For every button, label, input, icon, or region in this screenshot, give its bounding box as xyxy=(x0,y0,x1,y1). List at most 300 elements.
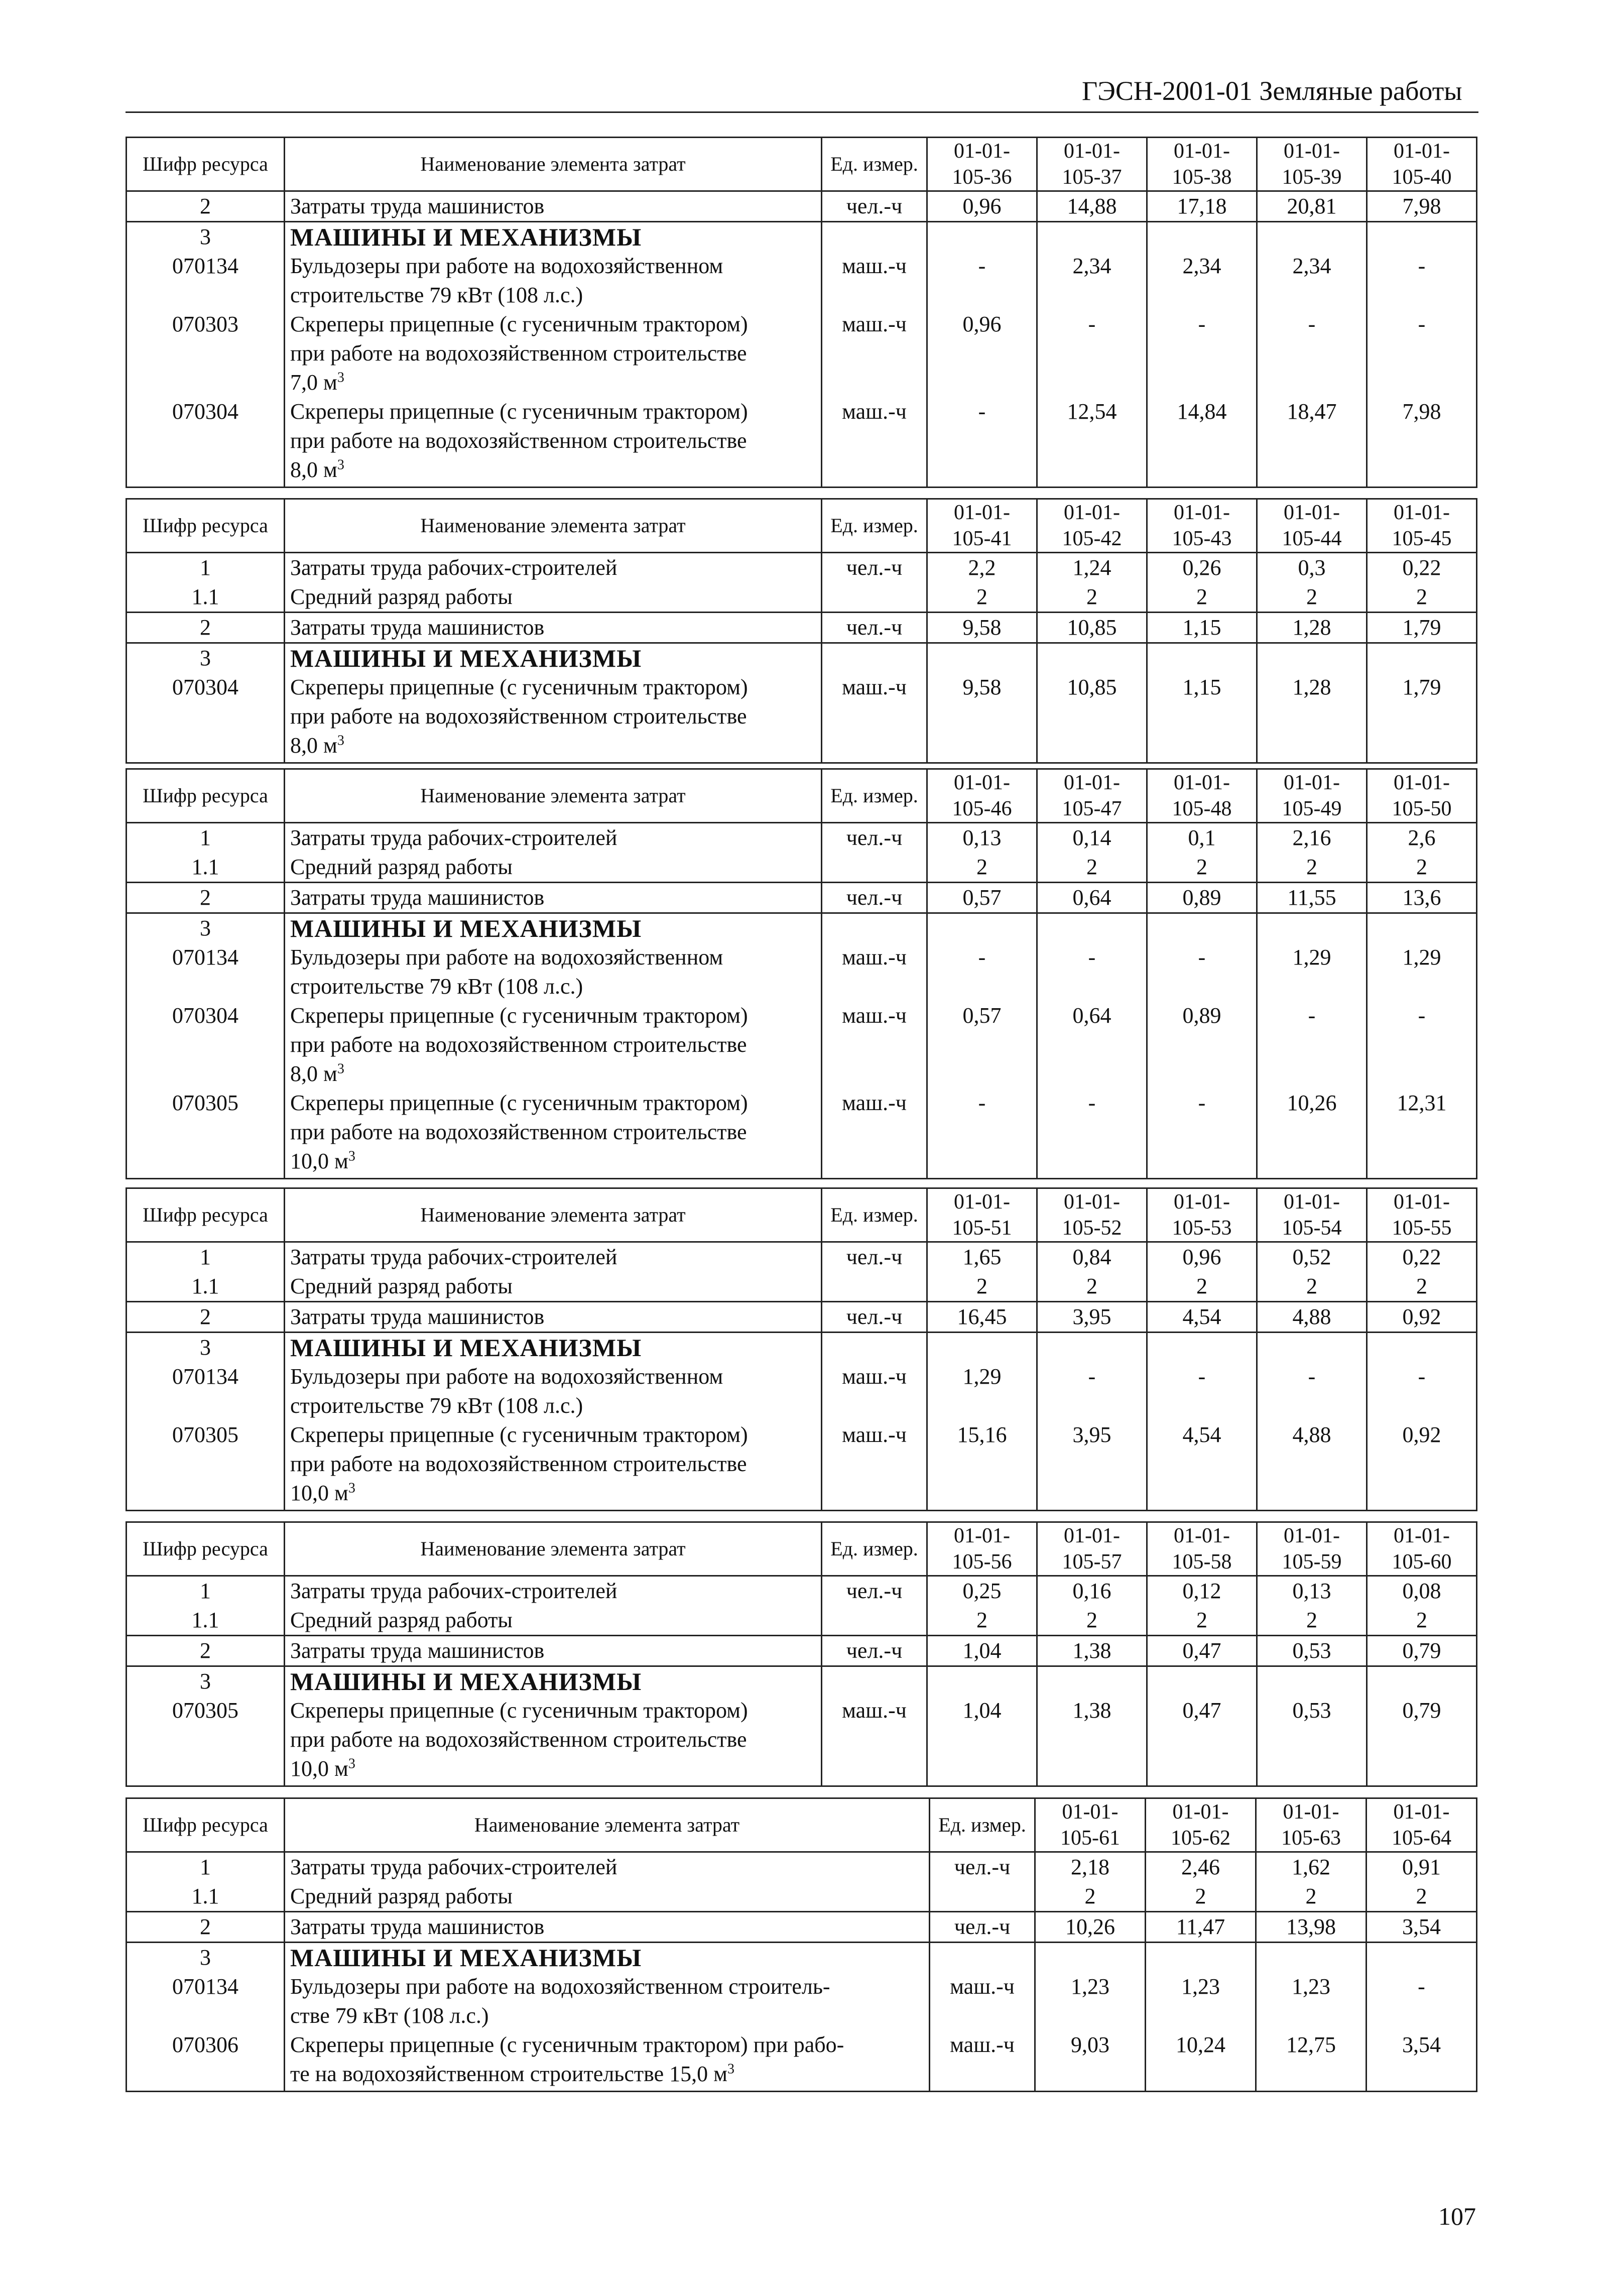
norm-value: 2,6 xyxy=(1367,823,1477,853)
norm-code-line: 01-01- xyxy=(1172,1800,1229,1824)
cost-element-name xyxy=(285,1882,930,1912)
norm-value: 0,64 xyxy=(1037,883,1147,913)
cost-element-name xyxy=(285,191,822,222)
norm-value xyxy=(1257,222,1367,252)
cost-element-name-line: Скреперы прицепные (с гусеничным трактором) xyxy=(290,1422,748,1447)
norm-value: 11,55 xyxy=(1257,883,1367,913)
unit-of-measure: чел.-ч xyxy=(822,823,927,853)
norm-code-line: 105-41 xyxy=(952,527,1012,550)
table-header-row xyxy=(127,769,1477,823)
cost-element-name xyxy=(285,1302,822,1333)
norm-code-line: 105-48 xyxy=(1172,797,1232,820)
norm-value: 1,62 xyxy=(1256,1852,1367,1882)
norm-value xyxy=(927,222,1037,252)
column-header-unit: Ед. измер. xyxy=(822,769,927,823)
norm-value: - xyxy=(1257,310,1367,397)
norm-value: 3,95 xyxy=(1037,1302,1147,1333)
norm-code-line: 105-39 xyxy=(1282,166,1342,189)
column-header-unit: Ед. измер. xyxy=(930,1798,1035,1852)
norm-value: 2 xyxy=(1037,1606,1147,1636)
cost-element-name-line-wrap xyxy=(290,1147,816,1176)
column-header-name: Наименование элемента затрат xyxy=(285,1188,822,1242)
cost-element-name xyxy=(285,582,822,613)
norm-value xyxy=(1147,913,1257,943)
unit-of-measure: маш.-ч xyxy=(822,943,927,1001)
table-row xyxy=(127,1606,1477,1636)
cost-element-name-line: Скреперы прицепные (с гусеничным трактором) xyxy=(290,312,748,336)
norm-code-line: 01-01- xyxy=(1394,140,1450,163)
norm-value: 2,16 xyxy=(1257,823,1367,853)
unit-of-measure xyxy=(822,913,927,943)
norm-value: 0,57 xyxy=(927,883,1037,913)
cost-element-name-line: Затраты труда машинистов xyxy=(290,1304,545,1329)
column-header-name: Наименование элемента затрат xyxy=(285,499,822,553)
cost-element-name-line: Бульдозеры при работе на водохозяйственном xyxy=(290,945,723,970)
norm-code-line: 105-42 xyxy=(1062,527,1122,550)
cost-element-name-line: Скреперы прицепные (с гусеничным трактором) при рабо- xyxy=(290,2032,844,2057)
norm-code-line: 105-57 xyxy=(1062,1550,1122,1574)
norm-value: - xyxy=(1257,1001,1367,1089)
norm-code-line: 105-51 xyxy=(952,1217,1012,1240)
norm-value: 11,47 xyxy=(1146,1912,1256,1943)
unit-superscript: 3 xyxy=(348,1480,355,1496)
cost-element-name xyxy=(285,1362,822,1420)
cost-element-name xyxy=(285,823,822,853)
norm-code-line: 01-01- xyxy=(1174,1524,1230,1547)
norm-code-header xyxy=(1037,769,1147,823)
unit-superscript: 3 xyxy=(337,733,344,749)
norm-value: 1,15 xyxy=(1147,613,1257,643)
norm-value: 1,38 xyxy=(1037,1636,1147,1666)
cost-element-name-line: при работе на водохозяйственном строительстве xyxy=(290,341,747,366)
cost-element-name xyxy=(285,1333,822,1363)
cost-element-name xyxy=(285,1242,822,1272)
norm-code-header xyxy=(1037,499,1147,553)
unit-of-measure: маш.-ч xyxy=(822,397,927,488)
norm-value: - xyxy=(1367,252,1477,310)
unit-of-measure: маш.-ч xyxy=(822,1001,927,1089)
table-header-row xyxy=(127,499,1477,553)
norm-code-line: 01-01- xyxy=(1394,1524,1450,1547)
table-row xyxy=(127,1972,1477,2030)
table-row xyxy=(127,1666,1477,1697)
unit-of-measure xyxy=(930,1943,1035,1973)
resource-code: 1.1 xyxy=(127,853,285,883)
column-header-name: Наименование элемента затрат xyxy=(285,1798,930,1852)
norm-value: 3,54 xyxy=(1367,2030,1477,2092)
norm-value xyxy=(1367,913,1477,943)
norm-code-line: 105-56 xyxy=(952,1550,1012,1574)
table-row xyxy=(127,1576,1477,1606)
norm-code-line: 01-01- xyxy=(1284,1190,1340,1214)
unit-of-measure: чел.-ч xyxy=(822,1636,927,1666)
norm-value: 4,54 xyxy=(1147,1420,1257,1511)
norm-code-line: 105-46 xyxy=(952,797,1012,820)
norm-value: 10,85 xyxy=(1037,613,1147,643)
cost-element-name-line-wrap xyxy=(290,1479,816,1508)
unit-superscript: 3 xyxy=(337,370,344,386)
table-row xyxy=(127,1636,1477,1666)
norm-code-line: 01-01- xyxy=(1064,1524,1120,1547)
norm-value: 0,53 xyxy=(1257,1636,1367,1666)
norm-value: - xyxy=(1147,943,1257,1001)
norm-value xyxy=(1367,643,1477,673)
norm-value: 10,85 xyxy=(1037,673,1147,763)
table-row xyxy=(127,1001,1477,1089)
norm-value xyxy=(1037,1666,1147,1697)
norm-code-header xyxy=(1037,138,1147,191)
norm-value: - xyxy=(1367,310,1477,397)
norm-value: 0,84 xyxy=(1037,1242,1147,1272)
unit-of-measure xyxy=(822,1606,927,1636)
norm-value xyxy=(1146,1943,1256,1973)
unit-of-measure: маш.-ч xyxy=(822,1362,927,1420)
table-row xyxy=(127,252,1477,310)
norm-code-header xyxy=(927,1188,1037,1242)
norm-value: - xyxy=(1367,1362,1477,1420)
cost-element-name-line: Затраты труда машинистов xyxy=(290,615,545,640)
cost-element-name-line: Затраты труда рабочих-строителей xyxy=(290,1579,617,1603)
cost-element-name xyxy=(285,1089,822,1179)
unit-of-measure: маш.-ч xyxy=(822,1420,927,1511)
resource-code: 2 xyxy=(127,1302,285,1333)
cost-element-name-line: строительстве 79 кВт (108 л.с.) xyxy=(290,283,583,307)
cost-element-name xyxy=(285,853,822,883)
table-header-row xyxy=(127,138,1477,191)
norm-code-line: 01-01- xyxy=(1062,1800,1119,1824)
norm-value: 2 xyxy=(1146,1882,1256,1912)
cost-element-name-line: Затраты труда рабочих-строителей xyxy=(290,1245,617,1269)
norm-value xyxy=(1147,222,1257,252)
norm-value xyxy=(927,1333,1037,1363)
norm-code-header xyxy=(927,1522,1037,1576)
norm-code-line: 01-01- xyxy=(1394,1190,1450,1214)
cost-element-name-line: МАШИНЫ И МЕХАНИЗМЫ xyxy=(290,644,642,672)
cost-element-name xyxy=(285,1001,822,1089)
norm-value: 4,54 xyxy=(1147,1302,1257,1333)
norm-code-line: 01-01- xyxy=(954,501,1010,524)
norm-value: 2,18 xyxy=(1035,1852,1146,1882)
norm-value: 7,98 xyxy=(1367,397,1477,488)
norm-code-line: 105-47 xyxy=(1062,797,1122,820)
norm-code-line: 105-61 xyxy=(1060,1827,1120,1850)
resource-code: 1.1 xyxy=(127,1606,285,1636)
norm-code-header xyxy=(927,138,1037,191)
resource-code: 070305 xyxy=(127,1696,285,1786)
norm-value xyxy=(1257,643,1367,673)
resource-code: 3 xyxy=(127,1943,285,1973)
table-row xyxy=(127,1420,1477,1511)
norm-code-line: 01-01- xyxy=(954,771,1010,794)
norm-value xyxy=(1257,913,1367,943)
norm-code-line: 01-01- xyxy=(1174,1190,1230,1214)
cost-element-name xyxy=(285,2030,930,2092)
norm-code-line: 105-37 xyxy=(1062,166,1122,189)
cost-element-name xyxy=(285,397,822,488)
norm-value: 0,96 xyxy=(927,310,1037,397)
norm-table xyxy=(126,768,1477,1179)
norm-code-header xyxy=(1037,1188,1147,1242)
norm-value: 0,16 xyxy=(1037,1576,1147,1606)
norm-code-header xyxy=(1035,1798,1146,1852)
cost-element-name-line: Скреперы прицепные (с гусеничным трактором) xyxy=(290,399,748,424)
norm-code-line: 105-58 xyxy=(1172,1550,1232,1574)
norm-value: 0,53 xyxy=(1257,1696,1367,1786)
norm-value: 3,95 xyxy=(1037,1420,1147,1511)
norm-table xyxy=(126,1521,1477,1787)
norm-code-header xyxy=(1257,769,1367,823)
norm-value: 14,84 xyxy=(1147,397,1257,488)
norm-code-header xyxy=(1147,138,1257,191)
norm-value: 2 xyxy=(1147,1272,1257,1302)
column-header-unit: Ед. измер. xyxy=(822,1188,927,1242)
norm-code-line: 105-64 xyxy=(1392,1827,1451,1850)
norm-value: - xyxy=(1257,1362,1367,1420)
norm-value: 9,58 xyxy=(927,613,1037,643)
norm-value: 10,24 xyxy=(1146,2030,1256,2092)
norm-code-header xyxy=(1367,138,1477,191)
cost-element-name-line: Бульдозеры при работе на водохозяйственном строитель- xyxy=(290,1974,830,1999)
norm-value: 2 xyxy=(1367,1606,1477,1636)
norm-value: 0,22 xyxy=(1367,1242,1477,1272)
norm-value: 1,79 xyxy=(1367,673,1477,763)
table-row xyxy=(127,1242,1477,1272)
unit-superscript: 3 xyxy=(348,1756,355,1772)
norm-value: 0,47 xyxy=(1147,1636,1257,1666)
norm-code-header xyxy=(1147,769,1257,823)
resource-code: 070306 xyxy=(127,2030,285,2092)
cost-element-name-line: Средний разряд работы xyxy=(290,1274,513,1298)
table-row xyxy=(127,643,1477,673)
unit-of-measure xyxy=(822,222,927,252)
cost-element-name xyxy=(285,310,822,397)
cost-element-name-line: Затраты труда рабочих-строителей xyxy=(290,555,617,580)
unit-of-measure xyxy=(822,643,927,673)
norm-value xyxy=(1037,1333,1147,1363)
unit-of-measure: чел.-ч xyxy=(822,553,927,583)
unit-superscript: 3 xyxy=(348,1148,355,1164)
norm-table xyxy=(126,498,1477,764)
norm-code-line: 105-50 xyxy=(1392,797,1452,820)
norm-code-header xyxy=(1367,1188,1477,1242)
cost-element-name xyxy=(285,943,822,1001)
norm-code-line: 105-55 xyxy=(1392,1217,1452,1240)
unit-of-measure xyxy=(930,1882,1035,1912)
norm-value: 2 xyxy=(927,582,1037,613)
resource-code: 1.1 xyxy=(127,1882,285,1912)
norm-code-header xyxy=(1257,499,1367,553)
cost-element-name-line-wrap xyxy=(290,1754,816,1783)
cost-element-name-line: Скреперы прицепные (с гусеничным трактором) xyxy=(290,675,748,699)
norm-value: 2 xyxy=(1256,1882,1367,1912)
resource-code: 070303 xyxy=(127,310,285,397)
cost-element-name xyxy=(285,613,822,643)
cost-element-name-line: Скреперы прицепные (с гусеничным трактором) xyxy=(290,1698,748,1723)
norm-code-line: 01-01- xyxy=(1064,771,1120,794)
norm-value: 13,6 xyxy=(1367,883,1477,913)
norm-code-line: 01-01- xyxy=(1174,771,1230,794)
unit-of-measure xyxy=(822,1666,927,1697)
table-row xyxy=(127,1852,1477,1882)
norm-value: 2 xyxy=(1367,853,1477,883)
resource-code: 3 xyxy=(127,913,285,943)
norm-value: 0,89 xyxy=(1147,883,1257,913)
cost-element-name xyxy=(285,913,822,943)
norm-code-header xyxy=(1367,499,1477,553)
cost-element-name xyxy=(285,1636,822,1666)
norm-value: 2 xyxy=(1037,582,1147,613)
norm-value: 1,15 xyxy=(1147,673,1257,763)
cost-element-name-line-wrap xyxy=(290,2060,924,2089)
cost-element-name-line: при работе на водохозяйственном строительстве xyxy=(290,1120,747,1144)
unit-of-measure xyxy=(822,1333,927,1363)
norm-value: 12,75 xyxy=(1256,2030,1367,2092)
cost-element-name-line: Затраты труда машинистов xyxy=(290,885,545,910)
cost-element-name xyxy=(285,222,822,252)
column-header-shifr: Шифр ресурса xyxy=(127,1188,285,1242)
norm-value xyxy=(1367,1943,1477,1973)
norm-value: 0,13 xyxy=(927,823,1037,853)
norm-value: 10,26 xyxy=(1257,1089,1367,1179)
norm-value: 1,38 xyxy=(1037,1696,1147,1786)
norm-value: 0,57 xyxy=(927,1001,1037,1089)
norm-value xyxy=(1367,222,1477,252)
norm-code-line: 01-01- xyxy=(1284,501,1340,524)
norm-value: 0,96 xyxy=(1147,1242,1257,1272)
norm-value: - xyxy=(927,397,1037,488)
resource-code: 070304 xyxy=(127,397,285,488)
norm-value: 2 xyxy=(1257,1272,1367,1302)
norm-value: 9,03 xyxy=(1035,2030,1146,2092)
norm-value: - xyxy=(1367,1001,1477,1089)
norm-value: 0,1 xyxy=(1147,823,1257,853)
norm-value: 10,26 xyxy=(1035,1912,1146,1943)
norm-code-line: 01-01- xyxy=(1064,501,1120,524)
norm-value: 7,98 xyxy=(1367,191,1477,222)
cost-element-name-line: Скреперы прицепные (с гусеничным трактором) xyxy=(290,1091,748,1115)
norm-code-line: 105-43 xyxy=(1172,527,1232,550)
norm-code-line: 105-60 xyxy=(1392,1550,1452,1574)
table-row xyxy=(127,823,1477,853)
norm-value: 4,88 xyxy=(1257,1420,1367,1511)
norm-value: 1,28 xyxy=(1257,613,1367,643)
cost-element-name-line: при работе на водохозяйственном строительстве xyxy=(290,704,747,729)
resource-code: 1 xyxy=(127,1242,285,1272)
table-row xyxy=(127,1333,1477,1363)
column-header-shifr: Шифр ресурса xyxy=(127,499,285,553)
norm-value xyxy=(1367,1333,1477,1363)
norm-value: 2,34 xyxy=(1257,252,1367,310)
norm-value xyxy=(1035,1943,1146,1973)
norm-value: 2 xyxy=(1037,1272,1147,1302)
norm-value xyxy=(1257,1666,1367,1697)
cost-element-name-line: Бульдозеры при работе на водохозяйственном xyxy=(290,1364,723,1389)
unit-of-measure: чел.-ч xyxy=(822,1302,927,1333)
cost-element-name xyxy=(285,553,822,583)
cost-element-name xyxy=(285,1972,930,2030)
unit-of-measure: маш.-ч xyxy=(930,2030,1035,2092)
cost-element-name-line: 10,0 м xyxy=(290,1756,348,1781)
header-rule xyxy=(126,111,1478,113)
norm-code-header xyxy=(1257,138,1367,191)
cost-element-name-line: при работе на водохозяйственном строительстве xyxy=(290,1032,747,1057)
norm-code-line: 105-36 xyxy=(952,166,1012,189)
resource-code: 1 xyxy=(127,1576,285,1606)
cost-element-name-line-wrap xyxy=(290,368,816,397)
norm-code-line: 01-01- xyxy=(1394,501,1450,524)
norm-code-line: 01-01- xyxy=(1064,140,1120,163)
unit-superscript: 3 xyxy=(337,457,344,473)
norm-value: 0,26 xyxy=(1147,553,1257,583)
norm-value: 2 xyxy=(927,1272,1037,1302)
norm-value: 2 xyxy=(1147,1606,1257,1636)
column-header-name: Наименование элемента затрат xyxy=(285,769,822,823)
norm-code-line: 01-01- xyxy=(1064,1190,1120,1214)
cost-element-name-line: Скреперы прицепные (с гусеничным трактором) xyxy=(290,1003,748,1028)
cost-element-name-line: при работе на водохозяйственном строительстве xyxy=(290,428,747,453)
norm-value xyxy=(927,1666,1037,1697)
norm-code-header xyxy=(927,499,1037,553)
norm-code-line: 105-52 xyxy=(1062,1217,1122,1240)
norm-code-header xyxy=(927,769,1037,823)
resource-code: 1.1 xyxy=(127,1272,285,1302)
norm-code-header xyxy=(1367,1798,1477,1852)
norm-code-line: 105-62 xyxy=(1171,1827,1230,1850)
cost-element-name-line: стве 79 кВт (108 л.с.) xyxy=(290,2003,489,2028)
resource-code: 070134 xyxy=(127,943,285,1001)
resource-code: 070305 xyxy=(127,1420,285,1511)
cost-element-name-line: МАШИНЫ И МЕХАНИЗМЫ xyxy=(290,223,642,251)
table-row xyxy=(127,943,1477,1001)
column-header-name: Наименование элемента затрат xyxy=(285,1522,822,1576)
column-header-name: Наименование элемента затрат xyxy=(285,138,822,191)
norm-code-header xyxy=(1257,1188,1367,1242)
resource-code: 070134 xyxy=(127,1972,285,2030)
norm-value: 2 xyxy=(1257,853,1367,883)
norm-value: 0,25 xyxy=(927,1576,1037,1606)
norm-table xyxy=(126,137,1477,488)
norm-value: 0,08 xyxy=(1367,1576,1477,1606)
column-header-shifr: Шифр ресурса xyxy=(127,1798,285,1852)
norm-value xyxy=(1367,1666,1477,1697)
norm-value: 1,28 xyxy=(1257,673,1367,763)
resource-code: 070304 xyxy=(127,1001,285,1089)
norm-code-line: 01-01- xyxy=(1284,140,1340,163)
norm-value xyxy=(1037,643,1147,673)
unit-of-measure: маш.-ч xyxy=(822,252,927,310)
table-row xyxy=(127,310,1477,397)
norm-value xyxy=(1147,643,1257,673)
norm-value: - xyxy=(1037,1089,1147,1179)
cost-element-name-line: МАШИНЫ И МЕХАНИЗМЫ xyxy=(290,1944,642,1972)
cost-element-name-line: при работе на водохозяйственном строительстве xyxy=(290,1727,747,1752)
norm-value: - xyxy=(1367,1972,1477,2030)
norm-value: 0,3 xyxy=(1257,553,1367,583)
norm-code-line: 01-01- xyxy=(1174,140,1230,163)
table-row xyxy=(127,613,1477,643)
norm-value: 2 xyxy=(1257,582,1367,613)
norm-value: 12,31 xyxy=(1367,1089,1477,1179)
table-row xyxy=(127,222,1477,252)
norm-value xyxy=(927,643,1037,673)
norm-value: 18,47 xyxy=(1257,397,1367,488)
unit-superscript: 3 xyxy=(337,1061,344,1077)
norm-code-line: 105-53 xyxy=(1172,1217,1232,1240)
unit-of-measure: чел.-ч xyxy=(822,1576,927,1606)
norm-value: 1,29 xyxy=(1257,943,1367,1001)
table-row xyxy=(127,1362,1477,1420)
norm-value: 2,2 xyxy=(927,553,1037,583)
